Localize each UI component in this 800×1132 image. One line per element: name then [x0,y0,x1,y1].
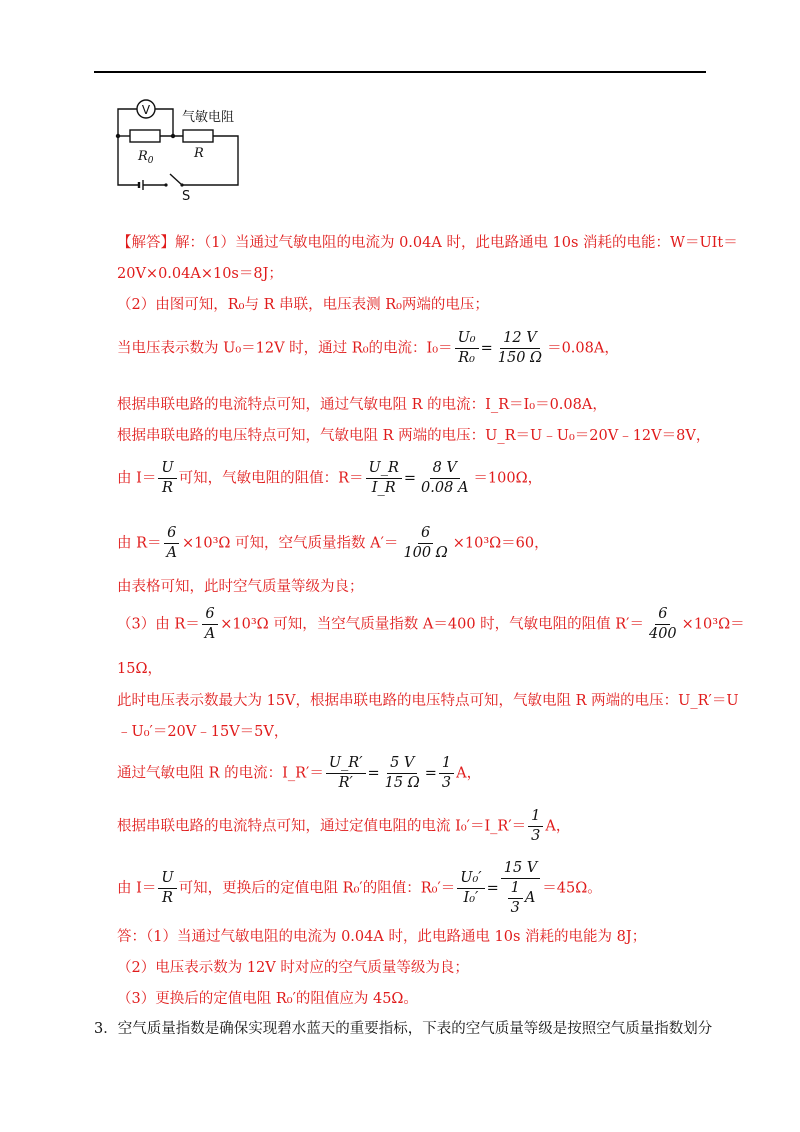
fraction: $\frac{U\_R'}{R'}$ [326,755,366,792]
answer-line-14: 通过气敏电阻 R 的电流：I_R′＝ $\frac{U\_R'}{R'}$ = $\frac{5 V}{15 \Omega}$ = $\frac{1}{3}$ A， [117,755,482,791]
r0-label: $R_0$ [138,149,154,166]
fraction: $\frac{\text{U₀′}}{\text{I₀′}}$ [457,870,484,907]
answer-line-16: 由 I＝ $\frac{U}{R}$ 可知，更换后的定值电阻 R₀′的阻值：R₀′＝ $\frac{\text{U₀′}}{\text{I₀′}}$ = 15 V $\frac{1}{3}$ A ＝45Ω。 [117,860,602,916]
answer-line-4: 当电压表示数为 U₀＝12V 时，通过 R₀的电流：I₀＝ $\frac{\text{U₀}}{\text{R₀}}$ = $\frac{12 V}{150 \Omega}$ ＝0.08A， [117,330,619,366]
answer-line-15: 根据串联电路的电流特点可知，通过定值电阻的电流 I₀′＝I_R′＝ $\frac{1}{3}$ A， [117,808,571,844]
sensor-label: 气敏电阻 [182,110,235,125]
switch-label: S [182,189,191,204]
answer-line-5: 根据串联电路的电流特点可知，通过气敏电阻 R 的电流：I_R＝I₀＝0.08A， [117,397,607,413]
fraction: $\frac{U}{R}$ [158,460,176,497]
answer-line-19: （3）更换后的定值电阻 R₀′的阻值应为 45Ω。 [117,991,418,1007]
top-rule [94,71,706,73]
answer-line-3: （2）由图可知，R₀与 R 串联，电压表测 R₀两端的电压； [117,297,489,313]
question-3: 3．空气质量指数是确保实现碧水蓝天的重要指标，下表的空气质量等级是按照空气质量指数划分 [94,1021,713,1037]
fraction: 15 V $\frac{1}{3}$ A [501,860,541,917]
fraction: $\frac{\text{U₀}}{\text{R₀}}$ [455,330,479,367]
fraction: $\frac{U\_R}{I\_R}$ [366,460,402,497]
fraction: $\frac{6}{A}$ [164,525,180,562]
r-label: R [194,146,204,161]
circuit-diagram [110,94,260,204]
fraction: $\frac{8 V}{0.08 A}$ [421,460,469,496]
fraction: $\frac{1}{3}$ [439,755,454,792]
voltmeter-label: V [141,103,151,117]
answer-line-9: 由表格可知，此时空气质量等级为良； [117,579,364,595]
answer-line-18: （2）电压表示数为 12V 时对应的空气质量等级为良； [117,960,469,976]
fraction: $\frac{12 V}{150 \Omega}$ [497,330,543,366]
answer-line-2: 20V×0.04A×10s＝8J； [117,266,283,282]
answer-line-1: 【解答】解：（1）当通过气敏电阻的电流为 0.04A 时，此电路通电 10s 消耗的电能：W＝UIt＝ [117,235,738,251]
fraction: $\frac{U}{R}$ [158,870,176,907]
fraction: $\frac{5 V}{15 \Omega}$ [384,755,420,791]
answer-line-13: ﹣U₀′＝20V﹣15V＝5V， [117,724,289,740]
fraction: $\frac{6}{400}$ [648,606,677,642]
answer-line-10: （3）由 R＝ $\frac{6}{A}$ ×10³Ω 可知，当空气质量指数 A＝400 时，气敏电阻的阻值 R′＝ $\frac{6}{400}$ ×10³Ω＝ [117,606,745,642]
answer-line-12: 此时电压表示数最大为 15V，根据串联电路的电压特点可知，气敏电阻 R 两端的电压：U_R′＝U [117,693,739,709]
fraction: $\frac{1}{3}$ [528,808,543,845]
answer-line-17: 答：（1）当通过气敏电阻的电流为 0.04A 时，此电路通电 10s 消耗的电能为 8J； [117,929,647,945]
fraction: $\frac{6}{A}$ [202,606,218,643]
answer-line-6: 根据串联电路的电压特点可知，气敏电阻 R 两端的电压：U_R＝U﹣U₀＝20V﹣12V＝8V， [117,428,711,444]
fraction: $\frac{6}{100 \Omega}$ [403,525,448,561]
answer-line-8: 由 R＝ $\frac{6}{A}$ ×10³Ω 可知，空气质量指数 A′＝ $\frac{6}{100 \Omega}$ ×10³Ω＝60， [117,525,549,561]
answer-line-11: 15Ω， [117,661,162,677]
answer-line-7: 由 I＝ $\frac{U}{R}$ 可知，气敏电阻的阻值：R＝ $\frac{U\_R}{I\_R}$ = $\frac{8 V}{0.08 A}$ ＝100Ω， [117,460,543,496]
